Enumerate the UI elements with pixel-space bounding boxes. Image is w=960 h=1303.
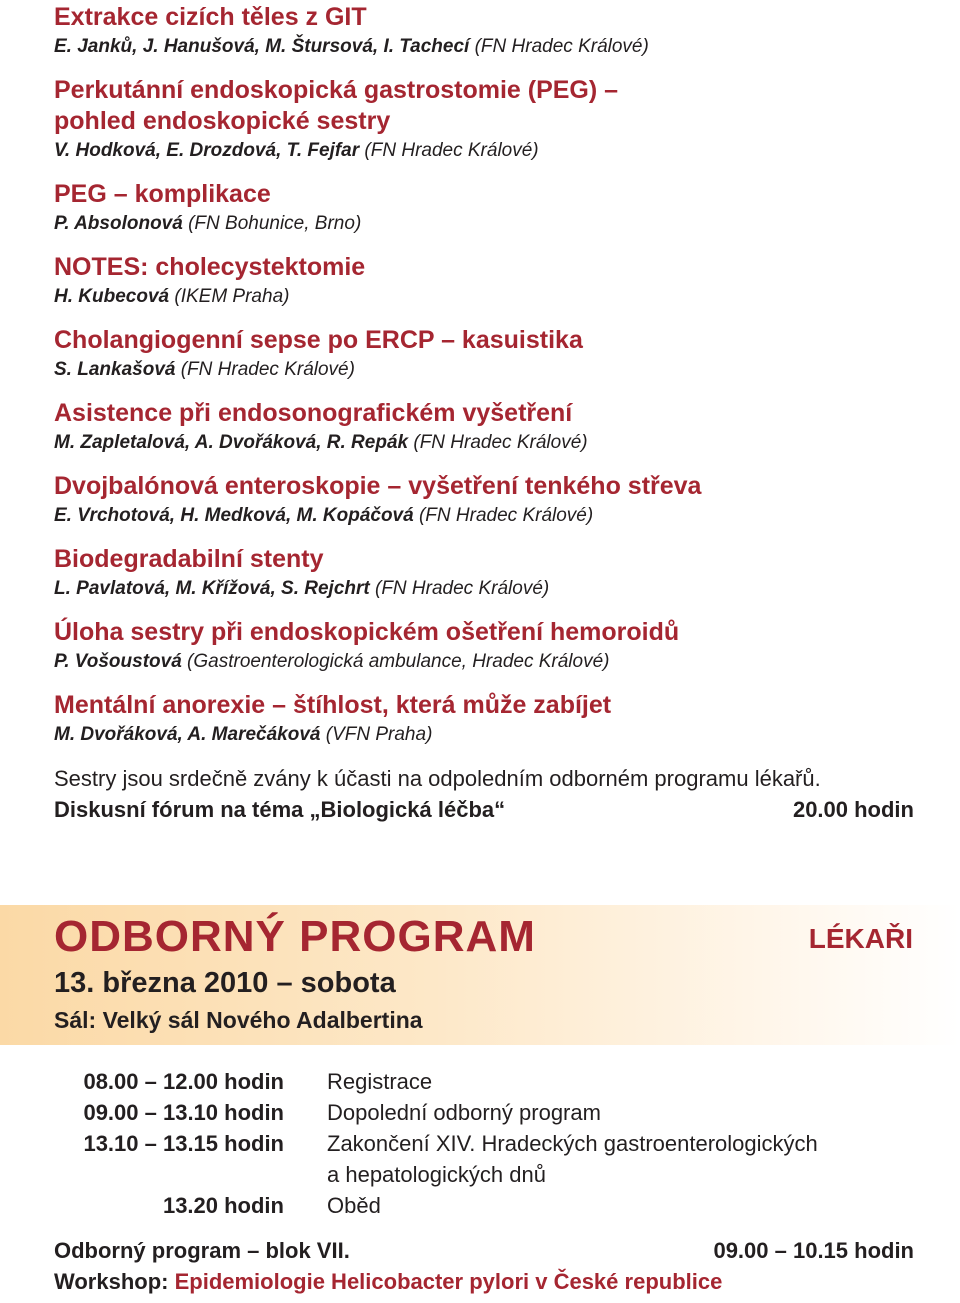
schedule-row [54,1097,914,1128]
talk-title: Extrakce cizích těles z GIT [54,3,367,31]
schedule-row [54,1128,914,1190]
author-affiliation: (FN Hradec Králové) [413,505,594,526]
schedule-time: 13.10 – 13.15 hodin [83,1131,284,1156]
schedule-time: 13.20 hodin [162,1193,284,1218]
section-title: ODBORNÝ PROGRAM [54,912,536,961]
forum-time: 20.00 hodin [792,797,914,822]
author-affiliation: (IKEM Praha) [169,286,290,307]
author-names: M. Zapletalová, A. Dvořáková, R. Repák [54,432,409,453]
schedule-event: Zakončení XIV. Hradeckých gastroenterologických a hepatologických dnů [327,1131,818,1187]
block-heading [54,1235,914,1266]
author-affiliation: (FN Bohunice, Brno) [182,213,362,234]
talk [54,471,934,529]
workshop-line [54,1266,914,1297]
talk-title: Cholangiogenní sepse po ERCP – kasuistika [54,326,583,354]
author-affiliation: (VFN Praha) [320,724,433,745]
author-names: H. Kubecová [54,286,170,307]
section-venue: Sál: Velký sál Nového Adalbertina [54,1007,423,1033]
nurse-program-talks [54,0,934,748]
author-names: M. Dvořáková, A. Marečáková [54,724,321,745]
schedule-row [54,1190,914,1221]
author-names: S. Lankašová [54,359,176,380]
talk [54,252,934,310]
block-label: Odborný program – blok VII. [54,1238,350,1263]
author-names: L. Pavlatová, M. Křížová, S. Rejchrt [54,578,370,599]
talk-title: Asistence při endosonografickém vyšetření [54,399,573,427]
author-names: E. Janků, J. Hanušová, M. Štursová, I. Tachecí [54,36,470,57]
talk-authors [54,721,934,748]
workshop-topic: Epidemiologie Helicobacter pylori v České republice [174,1269,723,1294]
author-affiliation: (FN Hradec Králové) [469,36,649,57]
talk [54,75,934,164]
author-affiliation: (Gastroenterologická ambulance, Hradec Králové) [181,651,610,672]
invitation-note: Sestry jsou srdečně zvány k účasti na odpoledním odborném programu lékařů. [54,766,821,791]
schedule-event: Oběd [327,1193,381,1218]
schedule-time: 09.00 – 13.10 hodin [83,1100,284,1125]
talk-authors [54,429,934,456]
talk-title: NOTES: cholecystektomie [54,253,366,281]
talk-title: Úloha sestry při endoskopickém ošetření hemoroidů [54,618,680,646]
talk [54,179,934,237]
schedule-table [54,1066,914,1221]
talk-title: Mentální anorexie – štíhlost, která může zabíjet [54,691,612,719]
talk [54,325,934,383]
author-names: E. Vrchotová, H. Medková, M. Kopáčová [54,505,414,526]
talk-title: Perkutánní endoskopická gastrostomie (PEG) – pohled endoskopické sestry [54,76,619,135]
talk [54,690,934,748]
schedule-event: Dopolední odborný program [327,1100,601,1125]
author-affiliation: (FN Hradec Králové) [369,578,550,599]
talk [54,398,934,456]
talk-title: Dvojbalónová enteroskopie – vyšetření tenkého střeva [54,472,702,500]
talk-authors [54,137,934,164]
workshop-label: Workshop: [54,1269,175,1294]
forum-label: Diskusní fórum na téma „Biologická léčba“ [54,797,506,822]
talk-authors [54,33,934,60]
forum-line [54,794,914,825]
author-affiliation: (FN Hradec Králové) [175,359,355,380]
talk-authors [54,502,934,529]
talk-authors [54,210,934,237]
talk-title: PEG – komplikace [54,180,271,208]
talk-title: Biodegradabilní stenty [54,545,324,573]
author-affiliation: (FN Hradec Králové) [359,140,539,161]
schedule-time: 08.00 – 12.00 hodin [83,1069,284,1094]
talk [54,617,934,675]
author-names: P. Vošoustová [54,651,182,672]
section-header-band [0,905,960,1045]
schedule-row [54,1066,914,1097]
section-audience: LÉKAŘI [808,923,913,954]
author-affiliation: (FN Hradec Králové) [408,432,588,453]
schedule-event: Registrace [327,1069,433,1094]
block-time: 09.00 – 10.15 hodin [713,1238,914,1263]
talk-authors [54,283,934,310]
author-names: V. Hodková, E. Drozdová, T. Fejfar [54,140,360,161]
author-names: P. Absolonová [54,213,183,234]
talk-authors [54,575,934,602]
talk [54,544,934,602]
talk-authors [54,648,934,675]
talk [54,2,934,60]
section-date: 13. března 2010 – sobota [54,967,396,999]
talk-authors [54,356,934,383]
